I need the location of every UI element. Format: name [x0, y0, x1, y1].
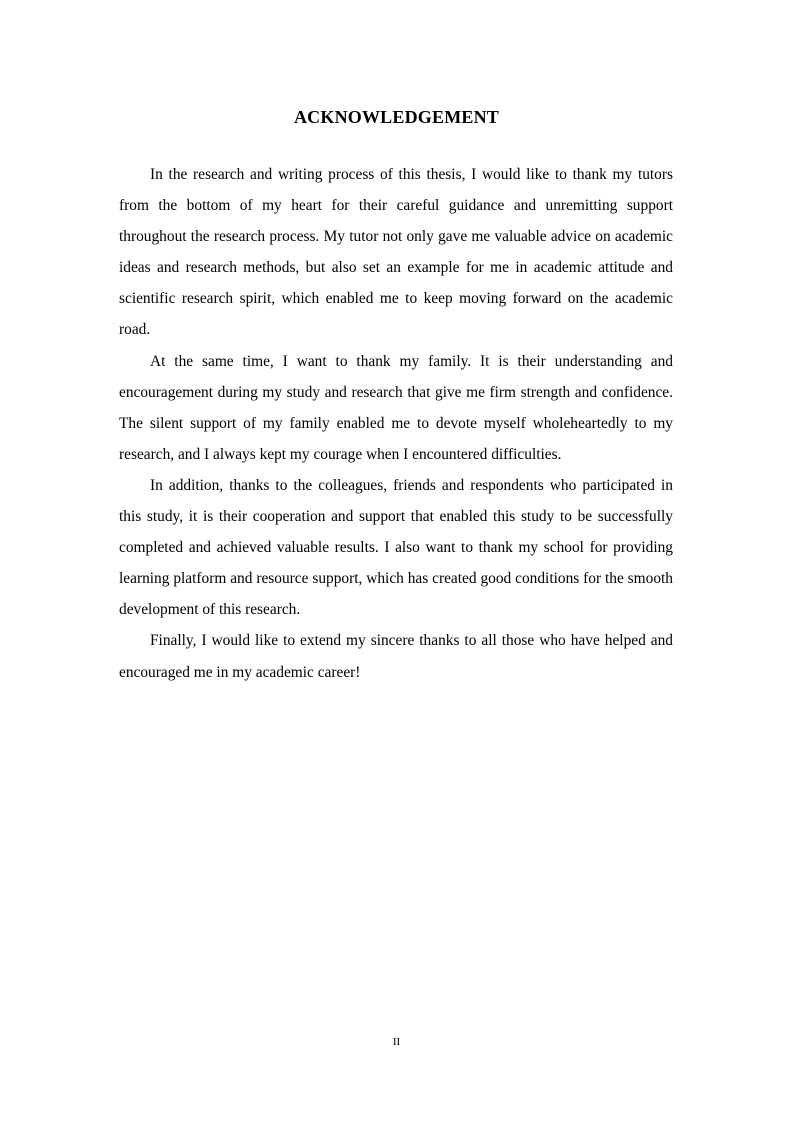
acknowledgement-body	[119, 159, 673, 688]
paragraph-closing: Finally, I would like to extend my sincere thanks to all those who have helped and encouraged me in my academic career!	[119, 632, 673, 681]
page-number: II	[392, 1036, 401, 1048]
page-title: ACKNOWLEDGEMENT	[293, 107, 500, 127]
paragraph-tutors: In the research and writing process of this thesis, I would like to thank my tutors from the bottom of my heart for their careful guidance and unremitting support throughout the research process. My tutor not only gave me valuable advice on academic ideas and research methods, but also set an example for me in academic attitude and scientific research spirit, which enabled me to keep moving forward on the academic road.	[119, 166, 673, 339]
paragraph-family: At the same time, I want to thank my family. It is their understanding and encouragement during my study and research that give me firm strength and confidence. The silent support of my family enabled me to devote myself wholeheartedly to my research, and I always kept my courage when I encountered difficulties.	[119, 352, 673, 463]
paragraph-colleagues: In addition, thanks to the colleagues, friends and respondents who participated in this study, it is their cooperation and support that enabled this study to be successfully completed and achieved valuable results. I also want to thank my school for providing learning platform and resource support, which has created good conditions for the smooth development of this research.	[119, 476, 673, 619]
